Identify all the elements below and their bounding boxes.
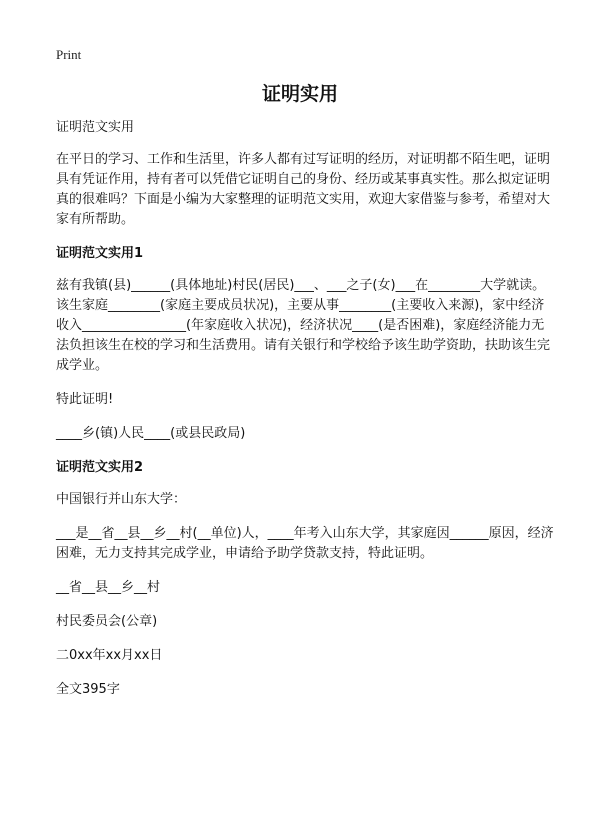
section-2-stamp: 村民委员会(公章) [56, 614, 158, 629]
section-2-date: 二0xx年xx月xx日 [56, 648, 163, 663]
print-link[interactable]: Print [56, 47, 82, 62]
section-2-location: __省__县__乡__村 [56, 580, 161, 595]
section-1-signature: ____乡(镇)人民____(或县民政局) [56, 426, 246, 441]
intro-line: 证明范文实用 [56, 120, 135, 135]
section-2-addressee: 中国银行并山东大学： [56, 492, 187, 507]
section-2-body: ___是__省__县__乡__村(__单位)人，____年考入山东大学，其家庭因______原因，经济困难，无力支持其完成学业，申请给予助学贷款支持，特此证明。 [56, 526, 554, 561]
word-count: 全文395字 [56, 682, 120, 697]
section-1-closing: 特此证明! [56, 392, 114, 407]
document-body [56, 118, 556, 714]
section-1-heading: 证明范文实用1 [56, 246, 144, 261]
section-1-body: 兹有我镇(县)______(具体地址)村民(居民)___、___之子(女)___在________大学就读。该生家庭________(家庭主要成员状况)，主要从事________(主要收入来源)，家中经济收入________________(年家庭收入状况)，经济状况____(是否困难)，家庭经济能力无法负担该生在校的学习和生活费用。请有关银行和学校给予该生助学资助，扶助该生完成学业。 [56, 278, 551, 373]
section-2-heading: 证明范文实用2 [56, 460, 144, 475]
intro-paragraph: 在平日的学习、工作和生活里，许多人都有过写证明的经历，对证明都不陌生吧，证明具有凭证作用，持有者可以凭借它证明自己的身份、经历或某事真实性。那么拟定证明真的很难吗？下面是小编为大家整理的证明范文实用，欢迎大家借鉴与参考，希望对大家有所帮助。 [56, 152, 551, 227]
document-title: 证明实用 [261, 83, 338, 105]
